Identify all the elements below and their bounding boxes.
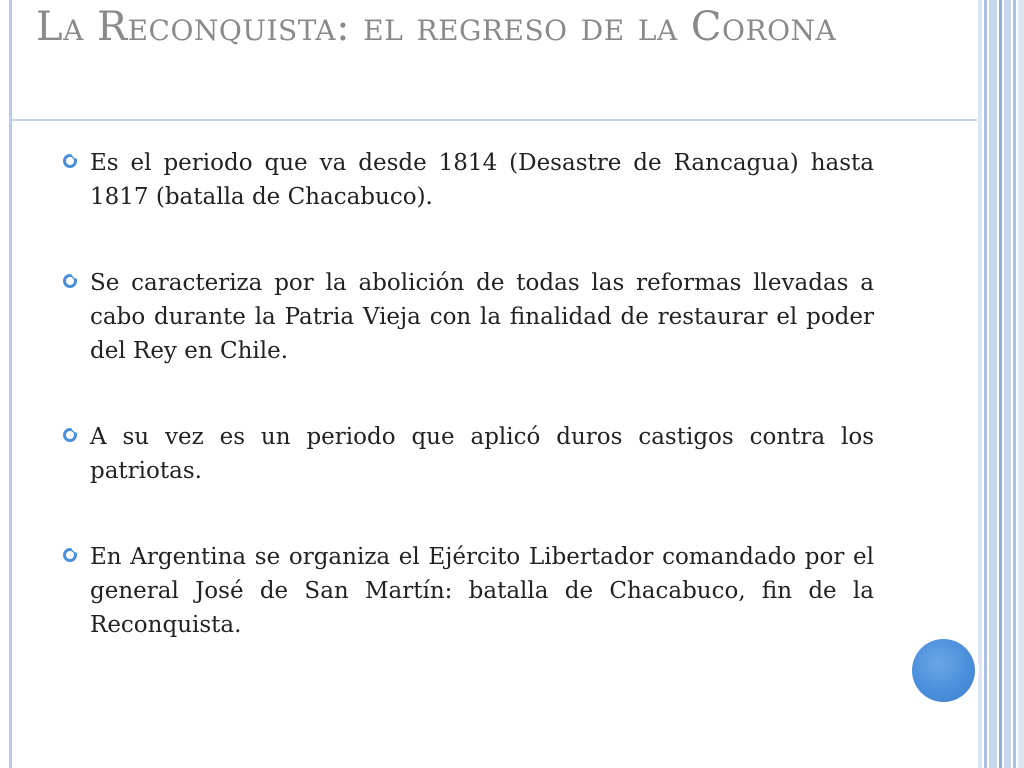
bullet-ring-icon bbox=[62, 273, 78, 289]
bullet-text: Es el periodo que va desde 1814 (Desastre de Rancagua) hasta 1817 (batalla de Chacabuco). bbox=[90, 150, 874, 210]
bullet-text: Se caracteriza por la abolición de todas las reformas llevadas a cabo durante la Patria Vieja con la finalidad de restaurar el poder del Rey en Chile. bbox=[90, 270, 874, 364]
bullet-item bbox=[62, 266, 874, 368]
stripe bbox=[1013, 0, 1016, 768]
bullet-ring-icon bbox=[62, 547, 78, 563]
stripe bbox=[1004, 0, 1011, 768]
slide-title: La Reconquista: el regreso de la Corona bbox=[36, 4, 837, 50]
stripe bbox=[999, 0, 1002, 768]
bullet-ring-icon bbox=[62, 153, 78, 169]
title-divider bbox=[12, 119, 977, 121]
left-border-line bbox=[9, 0, 12, 768]
bullet-item bbox=[62, 540, 874, 642]
bullet-item bbox=[62, 420, 874, 488]
stripe bbox=[989, 0, 997, 768]
right-stripes-decoration bbox=[978, 0, 1024, 768]
bullet-text: En Argentina se organiza el Ejército Libertador comandado por el general José de San Martín: batalla de Chacabuco, fin de la Reconquista. bbox=[90, 544, 874, 638]
decorative-orb bbox=[912, 639, 975, 702]
bullet-list bbox=[62, 146, 874, 694]
bullet-ring-icon bbox=[62, 427, 78, 443]
bullet-text: A su vez es un periodo que aplicó duros castigos contra los patriotas. bbox=[90, 424, 874, 484]
stripe bbox=[978, 0, 982, 768]
stripe bbox=[1018, 0, 1024, 768]
stripe bbox=[984, 0, 987, 768]
bullet-item bbox=[62, 146, 874, 214]
